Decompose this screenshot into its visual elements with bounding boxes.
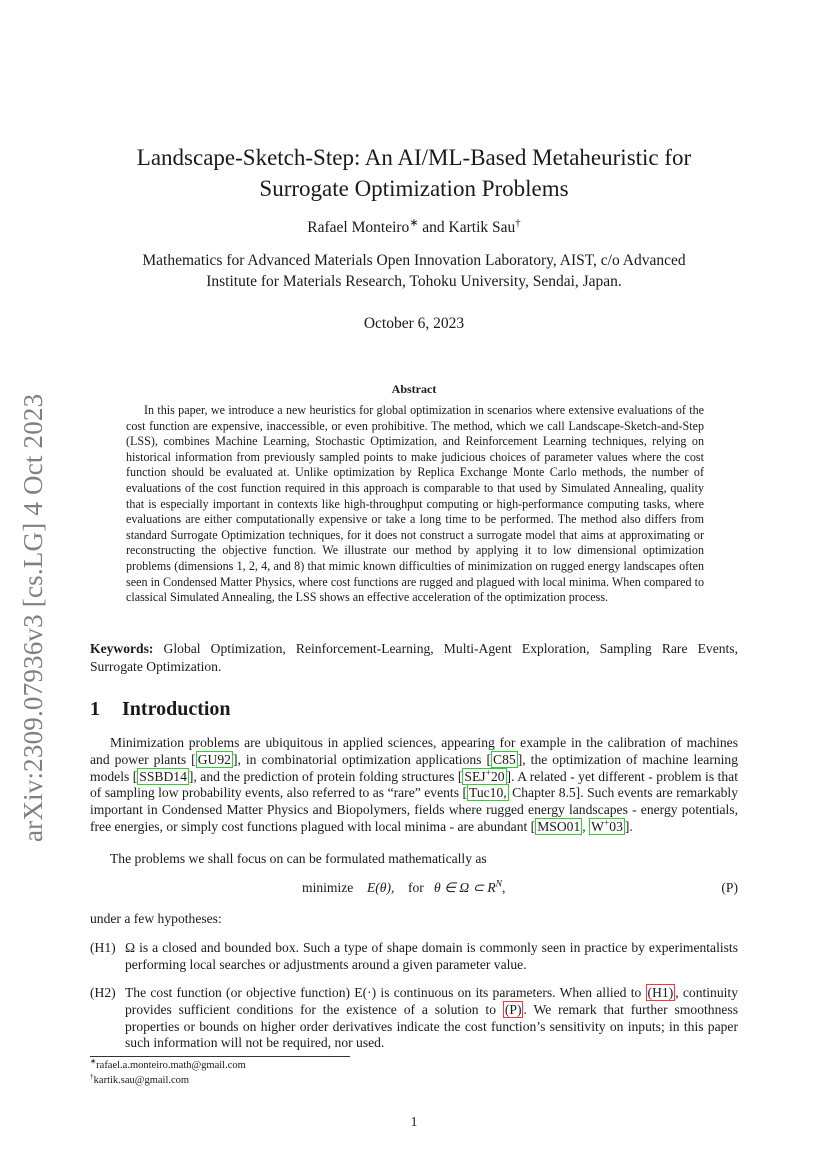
citation-text: W [591, 818, 604, 834]
footnote-email[interactable]: kartik.sau@gmail.com [93, 1075, 190, 1086]
hypothesis-text [125, 985, 738, 1052]
affiliation-line-1: Mathematics for Advanced Materials Open Innovation Laboratory, AIST, c/o Advanced [142, 252, 686, 269]
section-title: Introduction [122, 698, 231, 720]
equation-ref-link[interactable]: (P) [504, 1001, 522, 1017]
text-run: Minimization problems are ubiquitous in applied sciences, appearing for example in the calibration of machines and power plants [90, 735, 738, 767]
text-run: . We remark that further smoothness properties or bounds on higher order derivatives indicate the cost function’s sensitivity on inputs; in this paper such information will not be required, nor used. [125, 1001, 738, 1051]
equation-condition: θ ∈ Ω ⊂ R [434, 880, 496, 895]
text-run: The cost function (or objective function) E(·) is continuous on its parameters. When allied to [125, 985, 646, 1000]
author-1-footnote-mark[interactable]: ∗ [409, 216, 419, 229]
author-2-footnote-mark[interactable]: † [515, 216, 521, 229]
hypothesis-tag: (H1) [90, 940, 116, 955]
equation-superscript: N [495, 879, 503, 890]
footnote-mark: † [90, 1071, 94, 1081]
publication-date: October 6, 2023 [363, 315, 465, 332]
citation-sup: + [603, 818, 610, 829]
citation-link[interactable]: MSO01 [537, 818, 581, 834]
citation-text: SEJ [464, 768, 486, 784]
paper-title [90, 142, 738, 204]
citation-link[interactable]: Tuc10, [469, 785, 507, 801]
author-1: Rafael Monteiro [307, 219, 410, 236]
text-run: , continuity provides sufficient conditions for the existence of a solution to [125, 985, 738, 1017]
author-conjunction: and [418, 219, 449, 236]
citation-link[interactable]: C85 [493, 751, 516, 767]
citation-text: 03 [609, 818, 623, 834]
text-run: ]. [624, 818, 633, 834]
abstract-heading: Abstract [391, 382, 437, 396]
citation-link[interactable] [462, 768, 506, 785]
citation-text: 20 [490, 768, 505, 784]
affiliation [90, 250, 738, 292]
hypothesis-h1 [90, 940, 738, 974]
section-heading [90, 698, 231, 721]
hypothesis-text: Ω is a closed and bounded box. Such a type of shape domain is commonly seen in practice by experimentalists performing local searches or adjustments around a given parameter value. [125, 940, 738, 972]
equation-label: (P) [721, 880, 738, 895]
text-run: Chapter 8.5]. Such events are remarkably important in Condensed Matter Physics and Biopolymers, fields where rugged energy landscapes - energy potentials, free energies, or simply cost functions plagued with local minima - are abundant [90, 785, 738, 834]
hypothesis-ref-link[interactable]: (H1) [647, 985, 674, 1000]
citation-sup: + [485, 768, 491, 779]
hypotheses-lead: under a few hypotheses: [90, 911, 222, 926]
title-line-2: Surrogate Optimization Problems [259, 176, 569, 201]
footnote-mark: ∗ [90, 1056, 97, 1066]
citation-link[interactable]: SSBD14 [139, 768, 187, 784]
text-run: , the optimization of machine learning models [90, 751, 739, 784]
intro-paragraph-1: Minimization problems are ubiquitous in applied sciences, appearing for example in the calibration of machines and power plants [ GU92 ], in combinatorial optimization applications [ C85 ], the optimization of machine learning models [ SSBD14 ], and the prediction of protein folding structures [ SEJ+20 ]. A related - yet different - problem is that of sampling low probability events, also referred to as “rare” events [ Tuc10, Chapter 8.5]. Such events are remarkably important in Condensed Matter Physics and Biopolymers, fields where rugged energy landscapes - energy potentials, free energies, or simply cost functions plagued with local minima - are abundant [ MSO01 , W+03 ]. [90, 735, 739, 834]
author-list [90, 216, 738, 237]
arxiv-identifier-stamp: arXiv:2309.07936v3 [cs.LG] 4 Oct 2023 [18, 393, 48, 842]
text-run: . A related - yet different - problem is that of sampling low probability events, also referred to as “rare” events [90, 768, 738, 801]
citation-link[interactable] [589, 818, 625, 835]
equation-body [302, 880, 505, 896]
title-line-1: Landscape-Sketch-Step: An AI/ML-Based Metaheuristic for [136, 145, 692, 170]
equation-operator: minimize [302, 880, 354, 895]
text-run: , in combinatorial optimization applications [237, 751, 487, 767]
equation-punct: , [502, 880, 506, 895]
hypothesis-h2 [90, 985, 738, 1052]
footnote-1 [90, 1056, 246, 1071]
equation-expression: E(θ), [366, 880, 395, 895]
affiliation-line-2: Institute for Materials Research, Tohoku University, Sendai, Japan. [206, 273, 622, 290]
footnote-2 [90, 1071, 190, 1086]
text-run: , [582, 818, 590, 834]
hypothesis-tag: (H2) [90, 985, 116, 1000]
footnote-divider [90, 1056, 350, 1057]
section-number: 1 [90, 698, 100, 720]
keywords-text: Global Optimization, Reinforcement-Learning, Multi-Agent Exploration, Sampling Rare Events, Surrogate Optimization. [90, 641, 738, 674]
intro-paragraph-2: The problems we shall focus on can be formulated mathematically as [110, 851, 487, 866]
keywords-label: Keywords: [90, 641, 154, 656]
page-number: 1 [410, 1114, 418, 1129]
abstract-body: In this paper, we introduce a new heuristics for global optimization in scenarios where extensive evaluations of the cost function are expensive, inaccessible, or even prohibitive. The method, which we call Landscape-Sketch-and-Step (LSS), combines Machine Learning, Stochastic Optimization, and Reinforcement Learning techniques, relying on historical information from previously sampled points to make judicious choices of parameter values where the cost function should be evaluated at. Unlike optimization by Replica Exchange Monte Carlo methods, the number of evaluations of the cost function required in this approach is comparable to that used by Simulated Annealing, quality that is especially important in contexts like high-throughput computing or high-performance computing tasks, where evaluations are either computationally expensive or take a long time to be performed. The method also differs from standard Surrogate Optimization techniques, for it does not construct a surrogate model that aims at approximating or reconstructing the objective function. We illustrate our method by applying it to low dimensional optimization problems (dimensions 1, 2, 4, and 8) that mimic known difficulties of minimization on rugged energy landscapes often seen in Condensed Matter Physics, where cost functions are rugged and plagued with local minima. When compared to classical Simulated Annealing, the LSS shows an effective acceleration of the optimization process. [126, 403, 704, 605]
equation-for: for [407, 880, 424, 895]
citation-link[interactable]: GU92 [197, 751, 231, 767]
author-2: Kartik Sau [448, 219, 516, 236]
keywords [90, 640, 738, 675]
footnote-email[interactable]: rafael.a.monteiro.math@gmail.com [96, 1060, 246, 1071]
text-run: , and the prediction of protein folding structures [193, 768, 458, 784]
